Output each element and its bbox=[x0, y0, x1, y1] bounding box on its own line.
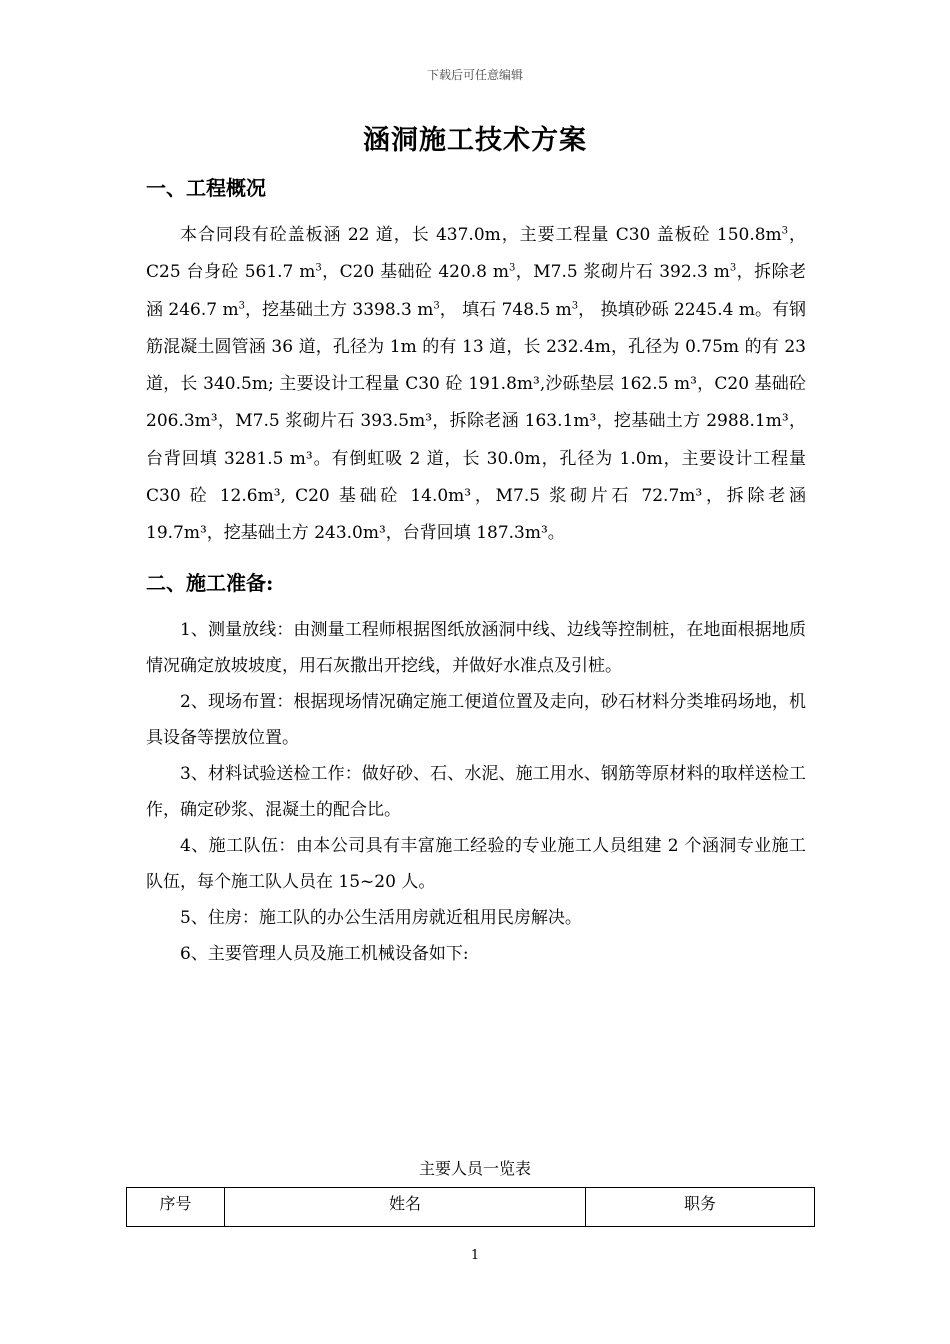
overview-text-9: 。有钢筋混凝土圆管涵 36 道，孔径为 1m 的有 13 道，长 232.4m，孔径为 0.75m 的有 23 道，长 340.5m; 主要设计工程量 C30 砼 191.8m³,沙砾垫层 162.5 m³，C20 基础砼 206.3m³，M7.5 浆砌片石 393.5m³，拆除老涵 163.1m³，挖基础土方 2988.1m³，台背回填 3281.5 m³。有倒虹吸 2 道，长 30.0m，孔径为 1.0m，主要设计工程量 C30 砼 12.6m³, C20 基础砼 14.0m³，M7.5 浆砌片石 72.7m³，拆除老涵 19.7m³，挖基础土方 243.0m³，台背回填 187.3m³。 bbox=[146, 299, 807, 544]
overview-text-4: ，M7.5 浆砌片石 392.3 m bbox=[515, 262, 730, 283]
prep-item-site-layout: 2、现场布置：根据现场情况确定施工便道位置及走向，砂石材料分类堆码场地，机具设备等摆放位置。 bbox=[146, 692, 806, 748]
table-header-row bbox=[127, 1188, 815, 1227]
overview-text-2: ，C25 台身砼 561.7 m bbox=[146, 225, 806, 283]
overview-text-7: ， 填石 748.5 m bbox=[439, 299, 572, 320]
prep-item-material-testing: 3、材料试验送检工作：做好砂、石、水泥、施工用水、钢筋等原材料的取样送检工作，确定砂浆、混凝土的配合比。 bbox=[146, 764, 806, 820]
document-title: 涵洞施工技术方案 bbox=[363, 125, 587, 156]
overview-text-1: 本合同段有砼盖板涵 22 道，长 437.0m，主要工程量 C30 盖板砼 150.8m bbox=[180, 225, 782, 245]
overview-text-6: ，挖基础土方 3398.3 m bbox=[244, 299, 434, 320]
superscript-3: 3 bbox=[508, 262, 516, 274]
column-header-name: 姓名 bbox=[225, 1188, 586, 1227]
section-heading-overview: 一、工程概况 bbox=[146, 176, 266, 200]
superscript-3: 3 bbox=[729, 262, 737, 274]
staff-table bbox=[126, 1187, 815, 1227]
superscript-3: 3 bbox=[238, 299, 245, 311]
staff-table-caption: 主要人员一览表 bbox=[418, 1159, 531, 1178]
prep-item-construction-team: 4、施工队伍：由本公司具有丰富施工经验的专业施工人员组建 2 个涵洞专业施工队伍，每个施工队人员在 15~20 人。 bbox=[146, 836, 806, 892]
prep-item-survey: 1、测量放线：由测量工程师根据图纸放涵洞中线、边线等控制桩，在地面根据地质情况确定放坡坡度，用石灰撒出开挖线，并做好水准点及引桩。 bbox=[146, 620, 806, 676]
column-header-position: 职务 bbox=[586, 1188, 815, 1227]
section-heading-preparation: 二、施工准备: bbox=[146, 571, 274, 595]
header-note: 下载后可任意编辑 bbox=[426, 68, 523, 82]
project-overview-paragraph bbox=[146, 217, 806, 553]
overview-text-5: ，拆除老涵 246.7 m bbox=[146, 262, 807, 320]
column-header-number: 序号 bbox=[127, 1188, 225, 1227]
superscript-3: 3 bbox=[315, 262, 322, 274]
superscript-3: 3 bbox=[781, 225, 789, 237]
prep-item-personnel-equipment: 6、主要管理人员及施工机械设备如下: bbox=[180, 944, 469, 964]
superscript-3: 3 bbox=[433, 299, 440, 311]
overview-text-8: ， 换填砂砾 2245.4 m bbox=[578, 299, 755, 320]
preparation-list bbox=[146, 612, 806, 972]
superscript-3: 3 bbox=[571, 299, 579, 311]
page-number: 1 bbox=[470, 1248, 480, 1263]
overview-text-3: ，C20 基础砼 420.8 m bbox=[321, 262, 509, 283]
prep-item-housing: 5、住房：施工队的办公生活用房就近租用民房解决。 bbox=[180, 908, 582, 928]
